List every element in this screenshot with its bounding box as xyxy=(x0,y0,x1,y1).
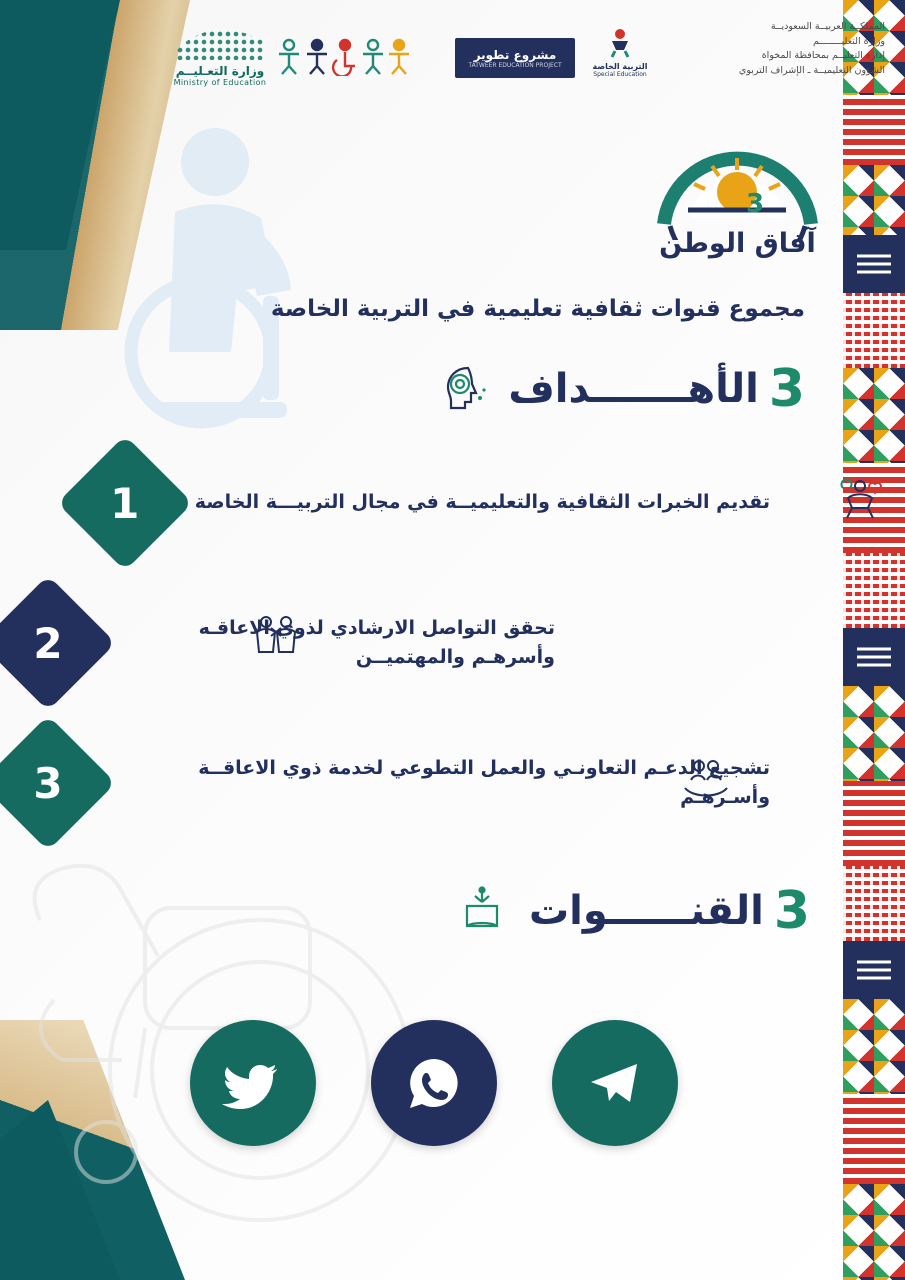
tatweer-label-en: TATWEER EDUCATION PROJECT xyxy=(468,61,562,69)
twitter-bird-icon xyxy=(221,1051,285,1115)
goal-badge-3 xyxy=(0,735,96,831)
tatweer-project-logo xyxy=(455,38,575,78)
people-diversity-icon xyxy=(275,36,410,76)
moe-label-ar: وزارة التعـليــم xyxy=(175,64,265,78)
person-care-icon xyxy=(831,472,889,534)
moe-palm-dots-icon xyxy=(176,30,264,60)
goal-badge-2 xyxy=(0,595,96,691)
special-ed-label-ar: التربية الخاصة xyxy=(592,62,648,71)
whatsapp-channel-button[interactable] xyxy=(371,1020,497,1146)
goal-text-1: تقديم الخبرات الثقافية والتعليميــة في مجال التربيـــة الخاصة xyxy=(194,491,770,514)
government-header-text xyxy=(739,20,885,79)
special-ed-figure-icon xyxy=(606,28,634,58)
tatweer-label-ar: مشروع تطوير xyxy=(473,47,557,62)
goal-text-3: تشجيع الدعـم التعاونـي والعمل التطوعي لخدمة ذوي الاعاقــة وأسـرهـم xyxy=(198,756,770,808)
gov-line-4: الشؤون التعليميــة ـ الإشراف التربوي xyxy=(738,65,885,77)
channels-title-text: القنــــــوات xyxy=(528,888,764,934)
goal-row-3 xyxy=(0,735,770,831)
two-people-icon xyxy=(247,608,305,670)
goal-row-1 xyxy=(77,455,770,551)
special-ed-label-en: Special Education xyxy=(593,71,647,78)
page-title: مجموع قنوات ثقافية تعليمية في التربية الخاصة xyxy=(270,296,805,322)
telegram-channel-button[interactable] xyxy=(552,1020,678,1146)
channels-section-title xyxy=(453,880,810,942)
goals-title-number: 3 xyxy=(768,359,805,419)
gov-line-1: المملكــة العربيــة السعوديــة xyxy=(770,21,885,32)
emblem-number: 3 xyxy=(746,189,765,219)
hand-group-icon xyxy=(677,750,735,812)
ministry-of-education-logo xyxy=(160,30,280,87)
special-education-logo xyxy=(585,28,655,78)
afaq-alwatan-emblem xyxy=(650,100,825,265)
goal-badge-1 xyxy=(77,455,173,551)
goal-number-3: 3 xyxy=(33,758,63,808)
whatsapp-icon xyxy=(402,1051,466,1115)
goal-number-2: 2 xyxy=(33,618,63,668)
moe-label-en: Ministry of Education xyxy=(173,78,267,87)
gov-line-3: إدارة التعليــم بمحافظة المخواة xyxy=(761,50,885,62)
emblem-wordmark: آفاق الوطن xyxy=(659,228,816,259)
goals-title-text: الأهـــــــداف xyxy=(508,366,759,412)
twitter-channel-button[interactable] xyxy=(190,1020,316,1146)
wheelchair-person-illustration xyxy=(105,120,335,454)
channel-links xyxy=(190,1020,678,1146)
goal-number-1: 1 xyxy=(110,478,140,528)
telegram-icon xyxy=(583,1051,647,1115)
logos-row xyxy=(0,8,905,100)
sunrise-arch-icon xyxy=(650,100,825,240)
sadu-pattern-strip xyxy=(843,0,905,1280)
broadcast-book-icon xyxy=(453,880,511,942)
gov-line-2: وزارة التعليــــــــم xyxy=(813,35,885,47)
goal-text-2: تحقق التواصل الارشادي لذوي الاعاقـه وأسرهـم والمهتميــن xyxy=(198,616,555,668)
head-target-icon xyxy=(434,358,492,420)
goals-section-title xyxy=(434,358,805,420)
channels-title-number: 3 xyxy=(773,881,810,941)
